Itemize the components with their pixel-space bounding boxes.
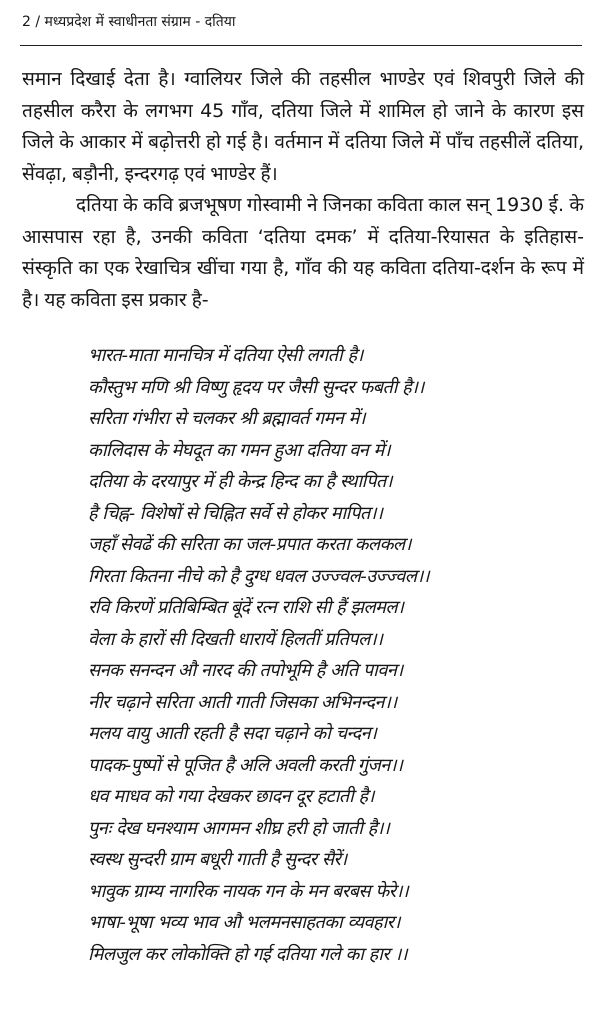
poem-line: दतिया के दरयापुर में ही केन्द्र हिन्द का है स्थापित। (88, 471, 393, 492)
running-head: 2 / मध्यप्रदेश में स्वाधीनता संग्राम - दतिया (22, 14, 236, 30)
poem-line: वेला के हारों सी दिखती धारायें हिलतीं प्रतिपल।। (88, 628, 383, 650)
poem-line: रवि किरणें प्रतिबिम्बित बूंदें रत्न राशि सी हैं झलमल। (88, 597, 404, 618)
poem-line: धव माधव को गया देखकर छादन दूर हटाती है। (88, 786, 374, 807)
poem-line: भाषा-भूषा भव्य भाव औ भलमनसाहतका व्यवहार। (88, 912, 400, 933)
poem-line: पुनः देख घनश्याम आगमन शीघ्र हरी हो जाती है।। (88, 817, 390, 839)
poem-line: भारत-माता मानचित्र में दतिया ऐसी लगती है। (88, 345, 363, 366)
poem-line: सनक सनन्दन औ नारद की तपोभूमि है अति पावन। (88, 660, 403, 681)
poem-line: मिलजुल कर लोकोक्ति हो गई दतिया गले का हार ।। (88, 943, 408, 965)
poem-line: सरिता गंभीरा से चलकर श्री ब्रह्मावर्त गमन में। (88, 408, 366, 429)
poem-line: भावुक ग्राम्य नागरिक नायक गन के मन बरबस फेरे।। (88, 880, 409, 902)
paragraph: समान दिखाई देता है। ग्वालियर जिले की तहसील भाण्डेर एवं शिवपुरी जिले की तहसील करैरा के लगभग 45 गाँव, दतिया जिले में शामिल हो जाने के कारण इस जिले के आकार में बढ़ोत्तरी हो गई है। वर्तमान में दतिया जिले में पाँच तहसीलें दतिया, सेंवढ़ा, बड़ौनी, इन्दरगढ़ एवं भाण्डेर हैं। (22, 68, 584, 185)
poem-line: नीर चढ़ाने सरिता आती गाती जिसका अभिनन्दन।। (88, 691, 397, 713)
poem-line: मलय वायु आती रहती है सदा चढ़ाने को चन्दन। (88, 723, 377, 744)
poem-line: स्वस्थ सुन्दरी ग्राम बधूरी गाती है सुन्दर सैरें। (88, 849, 347, 870)
poem (88, 340, 588, 970)
poem-line: पादक-पुष्पों से पूजित है अलि अवली करती गुंजन।। (88, 754, 403, 776)
paragraph: दतिया के कवि ब्रजभूषण गोस्वामी ने जिनका कविता काल सन् 1930 ई. के आसपास रहा है, उनकी कविता ‘दतिया दमक’ में दतिया-रियासत के इतिहास-संस्कृति का एक रेखाचित्र खींचा गया है, गाँव की यह कविता दतिया-दर्शन के रूप में है। यह कविता इस प्रकार है- (22, 194, 584, 311)
poem-line: जहाँ सेवढें की सरिता का जल-प्रपात करता कलकल। (88, 534, 411, 555)
header-rule (20, 45, 582, 46)
poem-line: कालिदास के मेघदूत का गमन हुआ दतिया वन में। (88, 439, 391, 461)
poem-line: गिरता कितना नीचे को है दुग्ध धवल उज्ज्वल-उज्ज्वल।। (88, 565, 430, 587)
body-text (22, 64, 584, 316)
poem-line: कौस्तुभ मणि श्री विष्णु हृदय पर जैसी सुन्दर फबती है।। (88, 376, 424, 398)
poem-line: है चिह्न- विशेषों से चिह्नित सर्वे से होकर मापित।। (88, 502, 383, 524)
